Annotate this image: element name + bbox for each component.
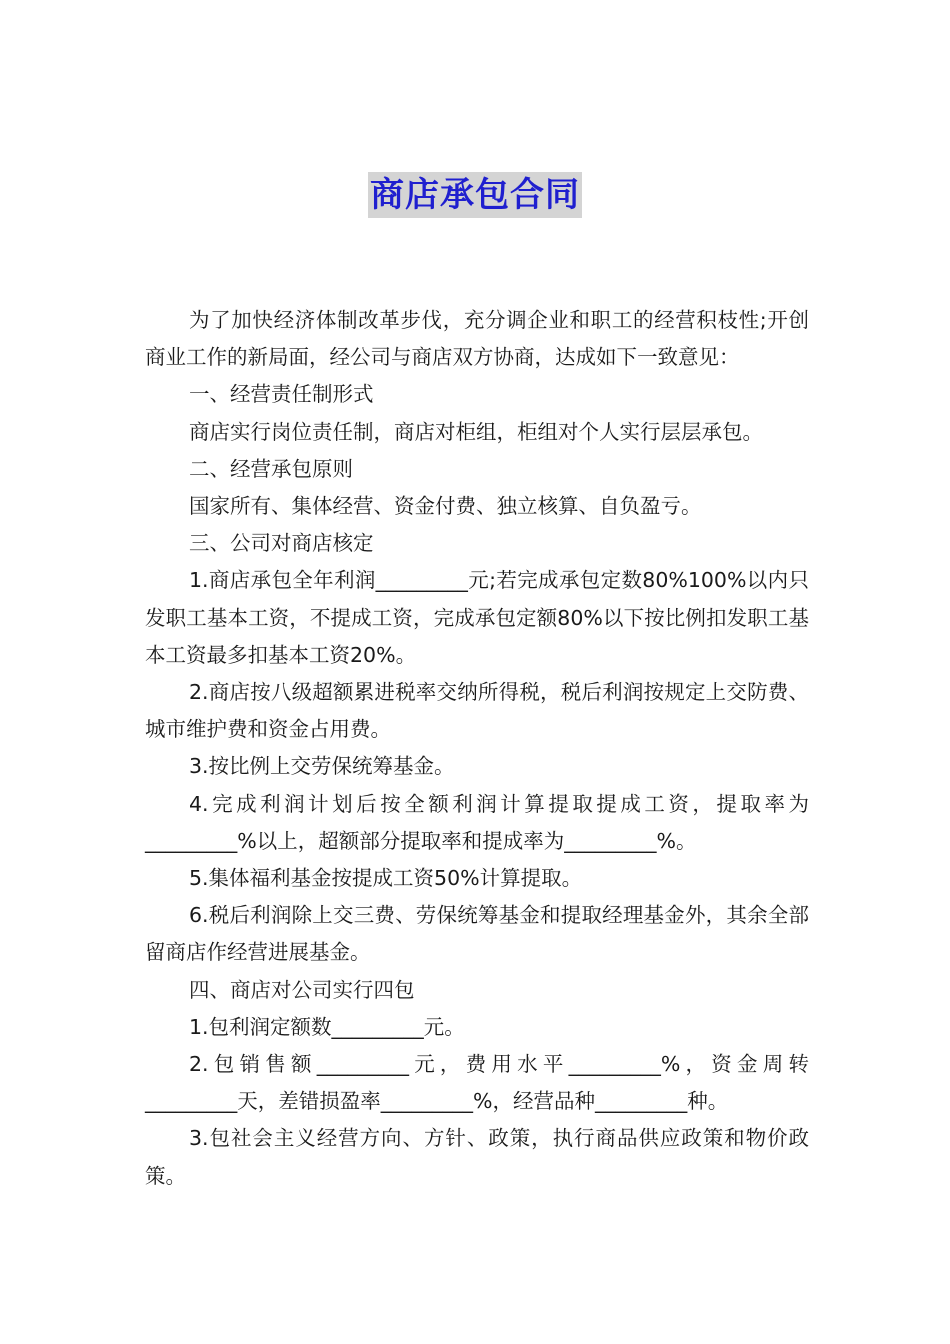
clause-4-1: 1.包利润定额数_________元。: [189, 1014, 465, 1039]
clause-4-3: 3.包社会主义经营方向、方针、政策，执行商品供应政策和物价政策。: [145, 1126, 809, 1188]
section-1-text: 商店实行岗位责任制，商店对柜组，柜组对个人实行层层承包。: [189, 419, 763, 444]
clause-4-2: 2.包销售额_________元，费用水平_________%，资金周转_________天，差错损盈率_________%，经营品种_________种。: [145, 1052, 809, 1114]
clause-3-2: 2.商店按八级超额累进税率交纳所得税，税后利润按规定上交防费、城市维护费和资金占用费。: [145, 680, 809, 742]
clause-3-5: 5.集体福利基金按提成工资50%计算提取。: [189, 866, 583, 891]
section-heading-4: 四、商店对公司实行四包: [189, 977, 415, 1002]
document-title: 商店承包合同: [368, 172, 582, 218]
section-heading-1: 一、经营责任制形式: [189, 382, 374, 407]
section-heading-2: 二、经营承包原则: [189, 456, 353, 481]
document-body: [145, 302, 809, 1195]
clause-3-6: 6.税后利润除上交三费、劳保统筹基金和提取经理基金外，其余全部留商店作经营进展基金。: [145, 903, 809, 965]
section-heading-3: 三、公司对商店核定: [189, 531, 374, 556]
section-2-text: 国家所有、集体经营、资金付费、独立核算、自负盈亏。: [189, 494, 702, 519]
clause-3-3: 3.按比例上交劳保统筹基金。: [189, 754, 455, 779]
intro-paragraph: 为了加快经济体制改革步伐，充分调企业和职工的经营积枝性;开创商业工作的新局面，经公司与商店双方协商，达成如下一致意见：: [145, 308, 809, 370]
title-container: [0, 172, 950, 218]
clause-3-1: 1.商店承包全年利润_________元;若完成承包定数80%100%以内只发职工基本工资，不提成工资，完成承包定额80%以下按比例扣发职工基本工资最多扣基本工资20%。: [145, 568, 809, 667]
clause-3-4: 4.完成利润计划后按全额利润计算提取提成工资，提取率为_________%以上，超额部分提取率和提成率为_________%。: [145, 791, 809, 853]
